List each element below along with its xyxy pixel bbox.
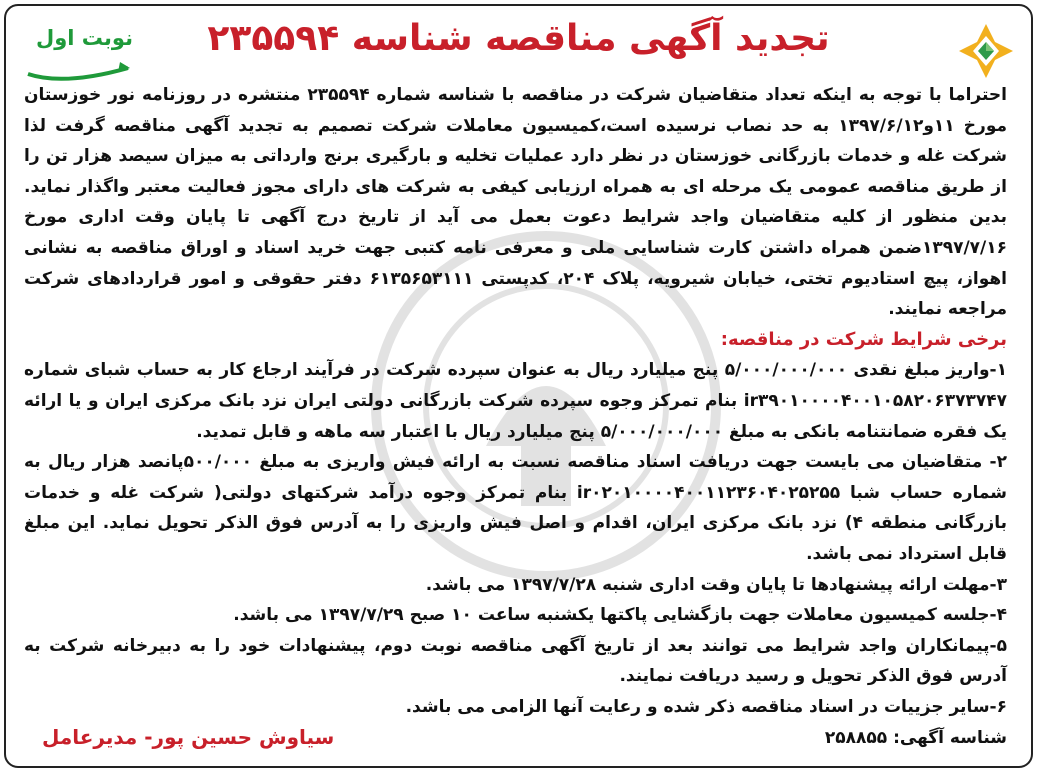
ad-id: شناسه آگهی: ۲۵۸۸۵۵ [824, 728, 1007, 748]
condition-item-5: ۵-پیمانکاران واجد شرایط می توانند بعد از تاریخ آگهی مناقصه نوبت دوم، پیشنهادات خود را به دبیرخانه شرکت به آدرس فوق الذکر تحویل و رسید دریافت نمایند. [24, 635, 1007, 687]
condition-item-6: ۶-سایر جزییات در اسناد مناقصه ذکر شده و رعایت آنها الزامی می باشد. [405, 696, 1007, 717]
intro-paragraph: احتراما با توجه به اینکه تعداد متقاضیان شرکت در مناقصه با شناسه شماره ۲۳۵۵۹۴ منتشره در روزنامه نور خوزستان مورخ ۱۱و۱۳۹۷/۶/۱۲ به حد نصاب نرسیده است،کمیسیون معاملات شرکت تصمیم به تجدید آگهی مناقصه گرفت لذا شرکت غله و خدمات بازرگانی خوزستان در نظر دارد عملیات تخلیه و بارگیری برنج وارداتی به میزان سیصد هزار تن را از طریق مناقصه عمومی یک مرحله ای به همراه ارزیابی کیفی به شرکت های دارای مجوز فعالیت معتبر واگذار نماید. بدین منظور از کلیه متقاضیان واجد شرایط دعوت بعمل می آید از تاریخ درج آگهی تا پایان وقت اداری مورخ ۱۳۹۷/۷/۱۶ضمن همراه داشتن کارت شناسایی ملی و معرفی نامه کتبی جهت خرید اسناد و اوراق مناقصه به نشانی اهواز، پیچ استادیوم تختی، خیابان شیرویه، پلاک ۲۰۴، کدپستی ۶۱۳۵۶۵۳۱۱۱ دفتر حقوقی و امور قراردادهای شرکت مراجعه نمایند. [24, 85, 1008, 320]
notice-title: تجدید آگهی مناقصه شناسه ۲۳۵۵۹۴ [207, 18, 830, 59]
notice-frame [4, 4, 1033, 768]
conditions-heading: برخی شرایط شرکت در مناقصه: [720, 328, 1007, 350]
condition-item-3: ۳-مهلت ارائه پیشنهادها تا پایان وقت اداری شنبه ۱۳۹۷/۷/۲۸ می باشد. [425, 574, 1007, 595]
round-badge: نوبت اول [36, 26, 133, 50]
condition-item-2: ۲- متقاضیان می بایست جهت دریافت اسناد مناقصه نسبت به ارائه فیش واریزی به مبلغ ۵۰۰/۰۰۰پانصد هزار ریال به شماره حساب شبا ir۰۲۰۱۰۰۰۰۴۰۰۱۱۲۳۶۰۴۰۲۵۲۵۵ بنام تمرکز وجوه درآمد شرکتهای دولتی( شرکت غله و خدمات بازرگانی منطقه ۴) نزد بانک مرکزی ایران، اقدام و اصل فیش واریزی را به آدرس فوق الذکر تحویل نماید. این مبلغ قابل استرداد نمی باشد. [24, 452, 1007, 564]
signature: سیاوش حسین پور- مدیرعامل [42, 725, 335, 749]
condition-item-4: ۴-جلسه کمیسیون معاملات جهت بازگشایی پاکتها یکشنبه ساعت ۱۰ صبح ۱۳۹۷/۷/۲۹ می باشد. [233, 605, 1007, 626]
condition-item-1: ۱-واریز مبلغ نقدی ۵/۰۰۰/۰۰۰/۰۰۰ پنج میلیارد ریال به عنوان سپرده شرکت در فرآیند ارجاع کار به حساب شبای شماره ir۳۹۰۱۰۰۰۰۴۰۰۱۰۵۸۲۰۶۳۷۳۷۴۷ بنام تمرکز وجوه سپرده شرکت بازرگانی دولتی ایران نزد بانک مرکزی ایران و یا ارائه یک فقره ضمانتنامه بانکی به مبلغ ۵/۰۰۰/۰۰۰/۰۰۰ پنج میلیارد ریال با اعتبار سه ماهه و قابل تمدید. [24, 360, 1007, 442]
notice-body [24, 80, 1007, 722]
